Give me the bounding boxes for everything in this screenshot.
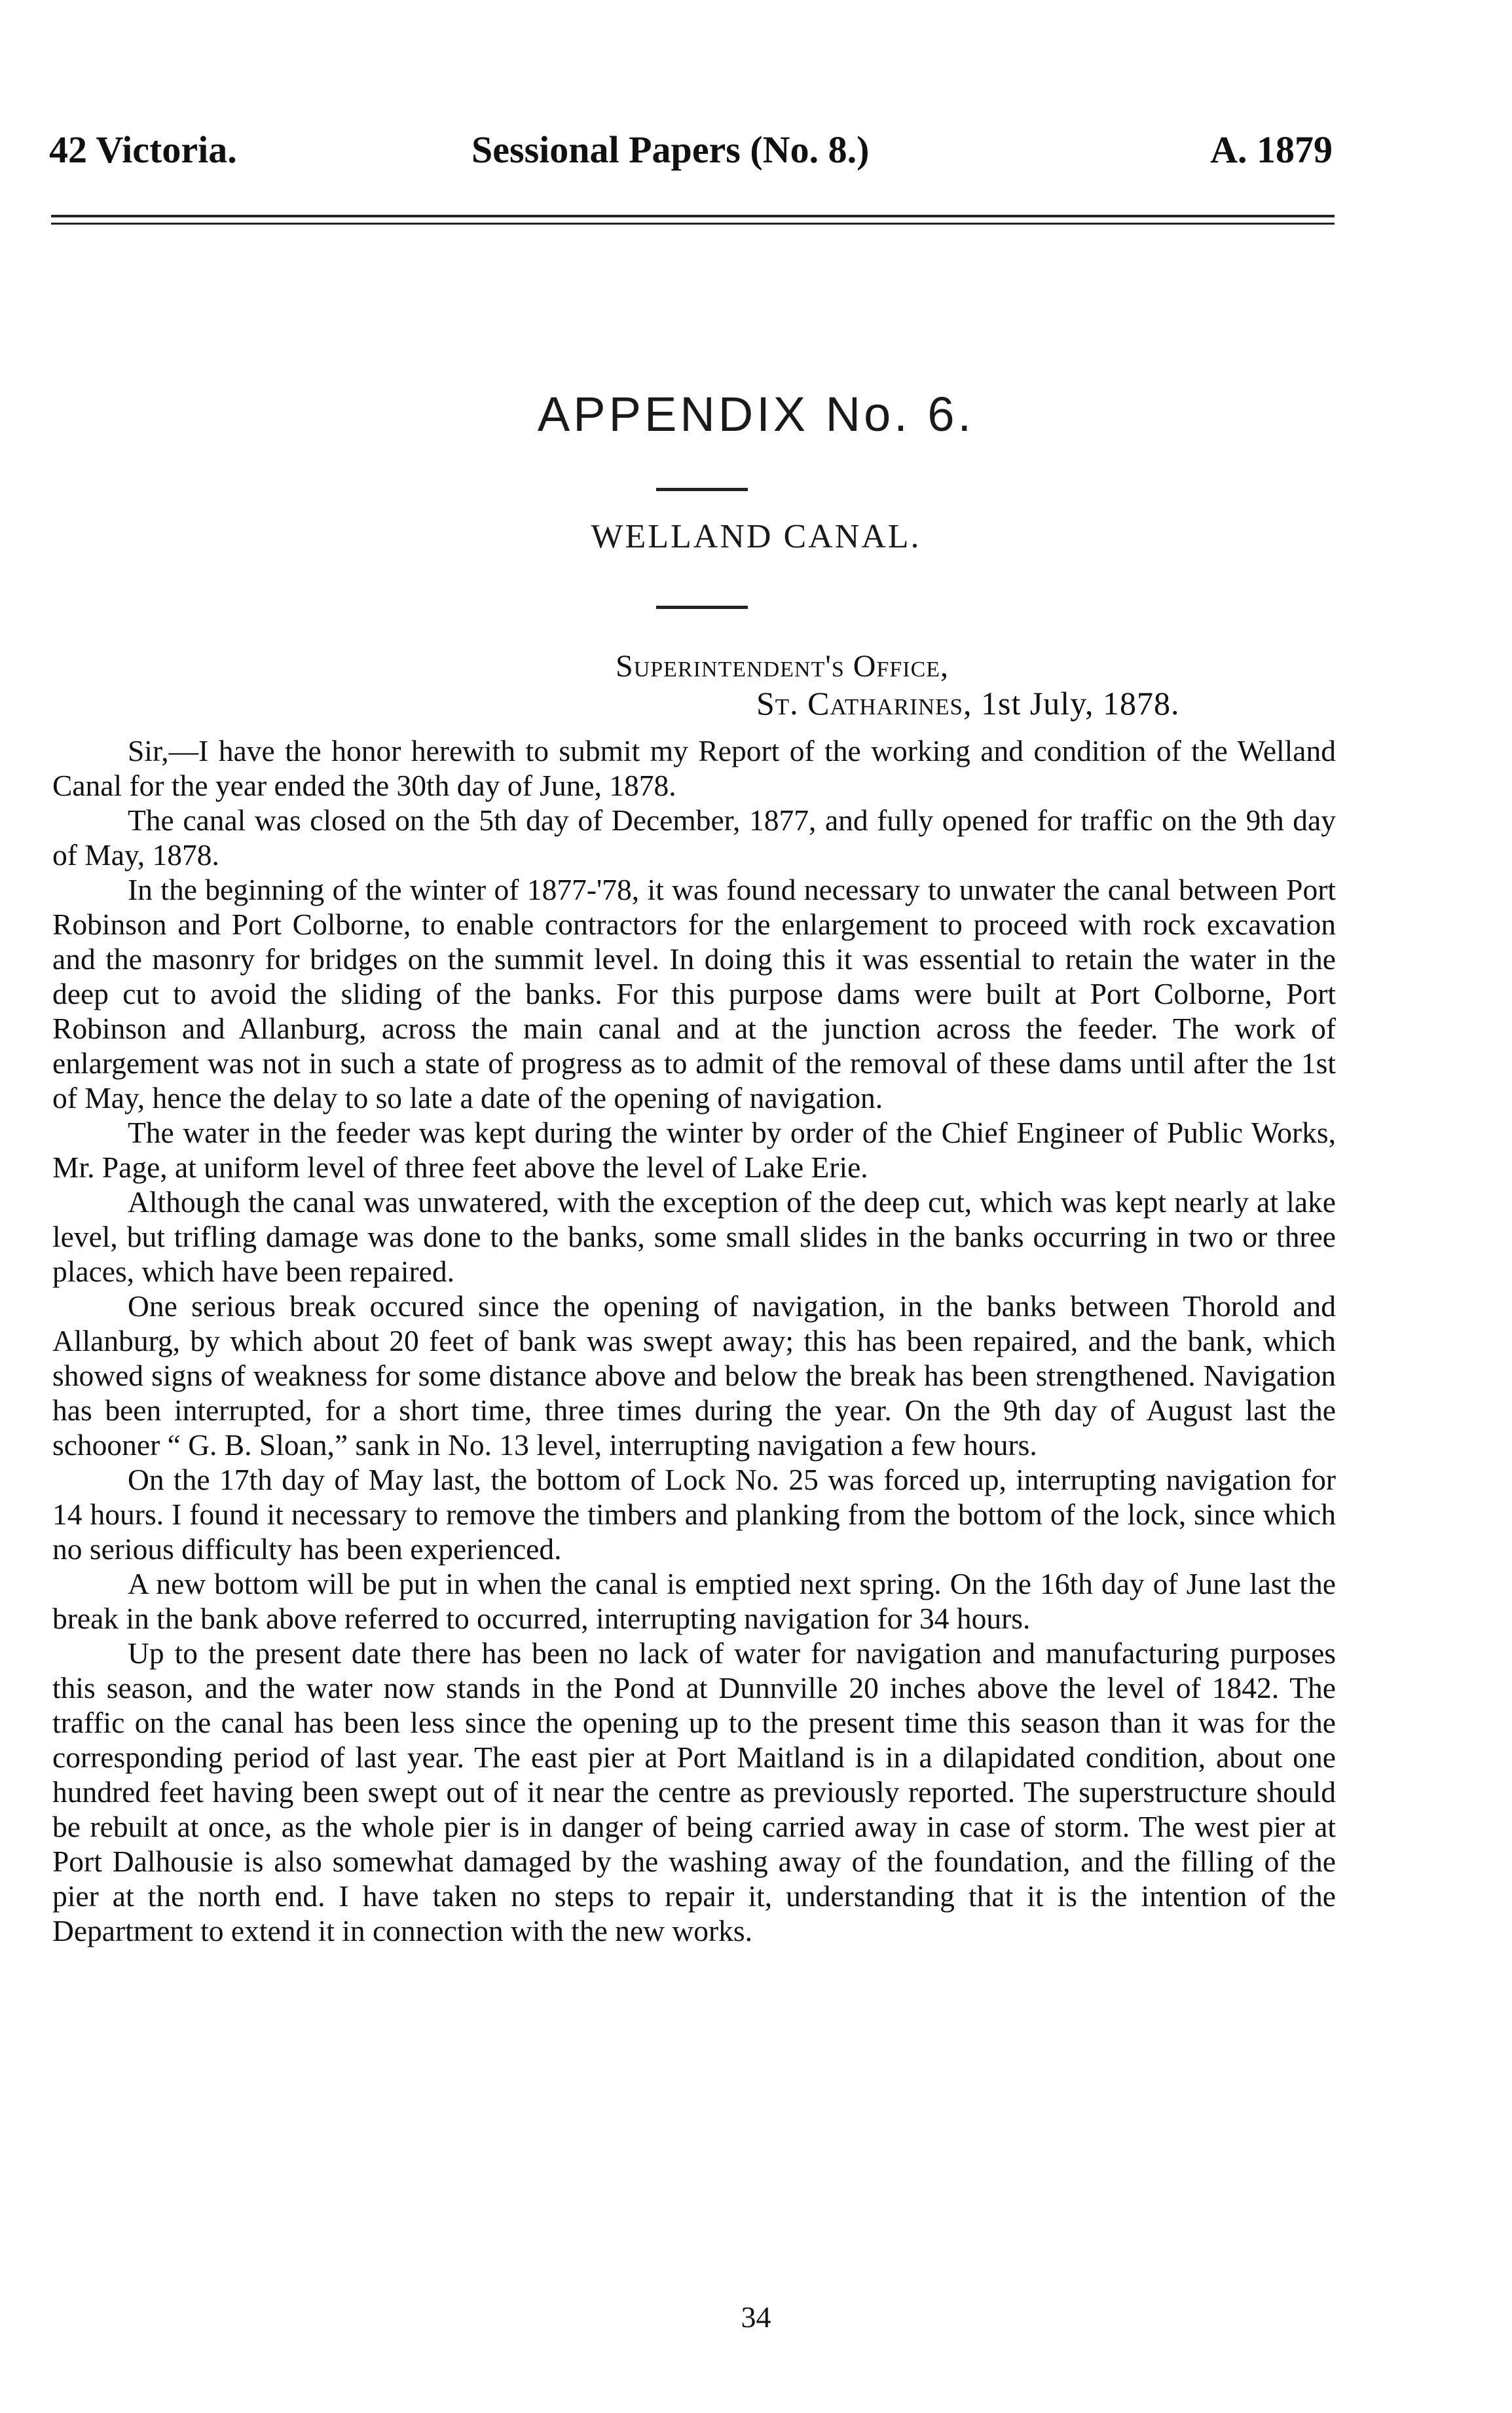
- paragraph: One serious break occured since the opening of navigation, in the banks between Thorold and Allanburg, by which about 20 feet of bank was swept away; this has been repaired, and the bank, which showed signs of weakness for some distance above and below the break has been strengthened. Navigation has been interrupted, for a short time, three times during the year. On the 9th day of August last the schooner “ G. B. Sloan,” sank in No. 13 level, interrupting navigation a few hours.: [52, 1289, 1336, 1462]
- header-year: A. 1879: [1210, 128, 1333, 171]
- page-number: 34: [741, 2300, 771, 2334]
- paragraph: The canal was closed on the 5th day of December, 1877, and fully opened for traffic on the 9th day of May, 1878.: [52, 803, 1336, 872]
- section-title: WELLAND CANAL.: [591, 518, 921, 555]
- paragraph: On the 17th day of May last, the bottom of Lock No. 25 was forced up, interrupting navigation for 14 hours. I found it necessary to remove the timbers and planking from the bottom of the lock, since which no serious difficulty has been experienced.: [52, 1463, 1336, 1566]
- section-divider: [656, 606, 748, 609]
- appendix-title: APPENDIX No. 6.: [537, 387, 975, 441]
- header-volume: 42 Victoria.: [49, 128, 237, 171]
- paragraph: In the beginning of the winter of 1877-'78, it was found necessary to unwater the canal between Port Robinson and Port Colborne, to enable contractors for the enlargement to proceed with rock excavation and the masonry for bridges on the summit level. In doing this it was essential to retain the water in the deep cut to avoid the sliding of the banks. For this purpose dams were built at Port Colborne, Port Robinson and Allanburg, across the main canal and at the junction across the feeder. The work of enlargement was not in such a state of progress as to admit of the removal of these dams until after the 1st of May, hence the delay to so late a date of the opening of navigation.: [52, 873, 1336, 1114]
- header-rule-bottom: [51, 223, 1335, 225]
- paragraph: The water in the feeder was kept during the winter by order of the Chief Engineer of Public Works, Mr. Page, at uniform level of three feet above the level of Lake Erie.: [52, 1116, 1336, 1184]
- office-place-date: [756, 684, 1179, 722]
- header-rule-top: [51, 215, 1335, 217]
- office-date: 1st July, 1878.: [981, 685, 1180, 722]
- title-divider: [656, 488, 748, 491]
- running-header: [49, 128, 1333, 174]
- paragraph: A new bottom will be put in when the canal is emptied next spring. On the 16th day of June last the break in the bank above referred to occurred, interrupting navigation for 34 hours.: [52, 1567, 1336, 1635]
- paragraph: Sir,—I have the honor herewith to submit my Report of the working and condition of the Welland Canal for the year ended the 30th day of June, 1878.: [52, 734, 1336, 802]
- office-place: St. Catharines,: [756, 685, 972, 722]
- paragraph: Although the canal was unwatered, with the exception of the deep cut, which was kept nearly at lake level, but trifling damage was done to the banks, some small slides in the banks occurring in two or three places, which have been repaired.: [52, 1185, 1336, 1288]
- report-body: [52, 733, 1336, 1948]
- office-address: Superintendent's Office,: [616, 649, 950, 684]
- paragraph: Up to the present date there has been no lack of water for navigation and manufacturing purposes this season, and the water now stands in the Pond at Dunnville 20 inches above the level of 1842. The traffic on the canal has been less since the opening up to the present time this season than it was for the corresponding period of last year. The east pier at Port Maitland is in a dilapidated condition, about one hundred feet having been swept out of it near the centre as previously reported. The superstructure should be rebuilt at once, as the whole pier is in danger of being carried away in case of storm. The west pier at Port Dalhousie is also somewhat damaged by the washing away of the foundation, and the filling of the pier at the north end. I have taken no steps to repair it, understanding that it is the intention of the Department to extend it in connection with the new works.: [52, 1636, 1336, 1947]
- header-title: Sessional Papers (No. 8.): [471, 128, 870, 171]
